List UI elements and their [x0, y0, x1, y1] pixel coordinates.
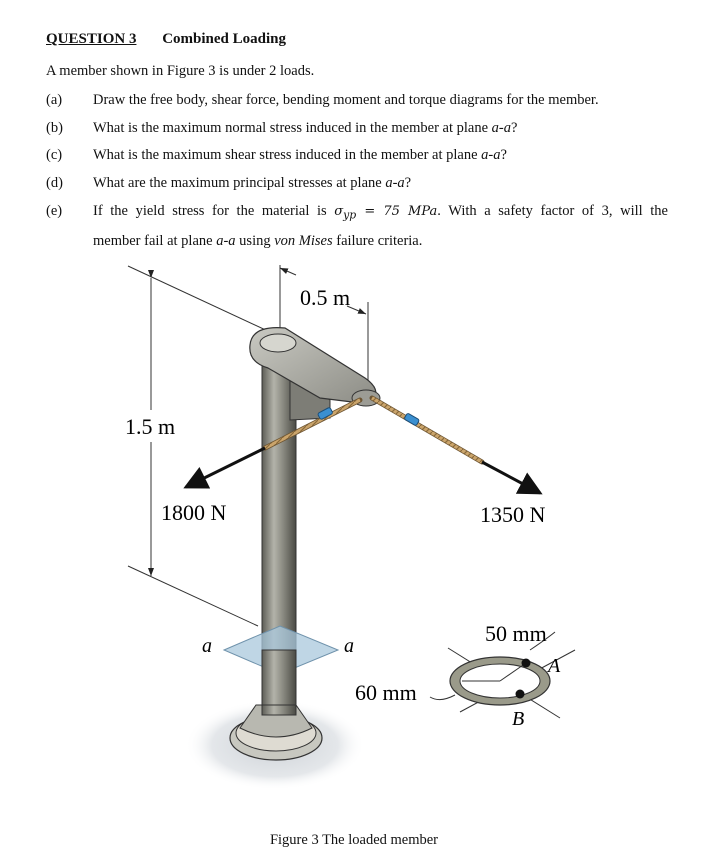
- item-e-pre: If the yield stress for the material is: [93, 203, 335, 219]
- sigma-subscript: yp: [343, 208, 357, 222]
- item-b-pre: What is the maximum normal stress induced in the member at plane: [93, 120, 492, 136]
- item-b-post: ?: [511, 120, 518, 136]
- rope-right-strand: [372, 398, 482, 462]
- load-right-label: 1350 N: [480, 502, 546, 527]
- dim-inner-label: 60 mm: [355, 680, 417, 705]
- item-a-label: (a): [46, 92, 63, 108]
- item-e-plane: a-a: [216, 233, 236, 249]
- point-b-marker: [516, 690, 525, 699]
- item-e-line2: [93, 233, 422, 250]
- item-e-post: . With a safety factor of 3, will the: [437, 203, 668, 219]
- sigma-symbol: σ: [334, 204, 344, 219]
- question-number: QUESTION 3: [46, 31, 137, 47]
- question-title: Combined Loading: [162, 31, 286, 47]
- plane-left-label: a: [202, 635, 212, 657]
- item-b-text: [93, 120, 517, 137]
- figure-caption: Figure 3 The loaded member: [269, 832, 439, 848]
- figure-3-diagram: [0, 250, 708, 830]
- item-c-label: (c): [46, 147, 63, 163]
- question-intro: A member shown in Figure 3 is under 2 loads.: [46, 63, 315, 79]
- item-d-plane: a-a: [385, 175, 405, 191]
- item-b-plane: a-a: [491, 120, 511, 136]
- item-e-line2-post: failure criteria.: [332, 233, 423, 249]
- point-b-label: B: [512, 708, 525, 730]
- item-c-plane: a-a: [481, 147, 501, 163]
- load-left-label: 1800 N: [161, 500, 227, 525]
- item-a-text: Draw the free body, shear force, bending moment and torque diagrams for the member.: [93, 92, 599, 108]
- item-e-label: (e): [46, 203, 63, 219]
- load-arrow-left: [186, 448, 265, 487]
- rope-clip-right: [404, 413, 420, 426]
- item-d-text: [93, 175, 411, 192]
- dim-height-label: 1.5 m: [125, 414, 176, 439]
- point-a-label: A: [548, 655, 561, 677]
- item-e-line2-pre: member fail at plane: [93, 233, 217, 249]
- plane-right-label: a: [344, 635, 354, 657]
- yield-equation: = 75 MPa: [356, 204, 438, 219]
- item-e-criterion: von Mises: [274, 233, 333, 249]
- item-d-label: (d): [46, 175, 63, 191]
- dim-outer-label: 50 mm: [485, 621, 547, 646]
- dim-arm-label: 0.5 m: [300, 285, 351, 310]
- question-heading: [46, 31, 286, 48]
- item-b-label: (b): [46, 120, 63, 136]
- point-a-marker: [522, 659, 531, 668]
- post-lower: [262, 650, 296, 705]
- item-d-post: ?: [404, 175, 412, 191]
- load-arrow-right: [482, 462, 540, 493]
- item-c-post: ?: [500, 147, 507, 163]
- item-c-text: [93, 147, 507, 164]
- item-d-pre: What are the maximum principal stresses at plane: [93, 175, 386, 191]
- item-e-line2-mid: using: [235, 233, 275, 249]
- item-e-line1: [93, 203, 668, 222]
- yield-symbol: [334, 204, 438, 222]
- item-c-pre: What is the maximum shear stress induced in the member at plane: [93, 147, 482, 163]
